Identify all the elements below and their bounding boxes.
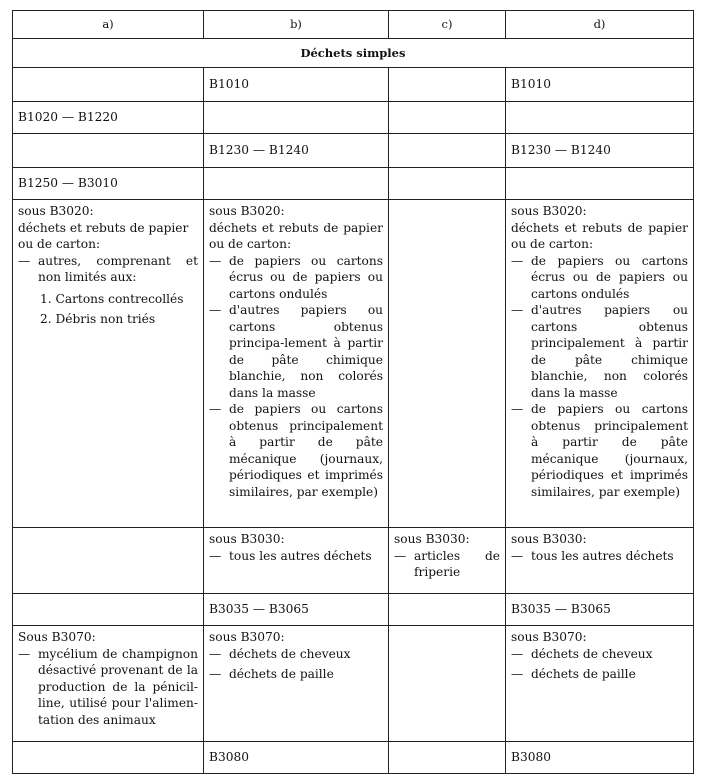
dash-item: — de papiers ou cartons obtenus principalement à partir de pâte mécanique (journaux, périodiques et imprimés similaires, par exemple) [209,401,383,500]
dash-item: — de papiers ou cartons obtenus principalement à partir de pâte mécanique (journaux, périodiques et imprimés similaires, par exemple) [511,401,688,500]
table-row [13,68,694,102]
cell-c [389,68,506,102]
dash-list [18,253,198,286]
header-row [13,11,694,39]
cell-c [389,528,506,594]
cell-intro: sous B3070: [209,630,285,644]
cell-description: déchets et rebuts de papier ou de carton: [209,220,383,251]
table-row [13,626,694,742]
cell-b [204,200,389,528]
dash-list [394,548,500,581]
cell-c [389,168,506,200]
cell-d [506,626,694,742]
table-row [13,528,694,594]
section-row [13,39,694,68]
cell-d [506,528,694,594]
dash-item: — tous les autres déchets [511,548,688,565]
cell-a [13,134,204,168]
cell-intro: sous B3020: [18,204,94,218]
cell-a: B1020 — B1220 [13,102,204,134]
dash-list [511,646,688,683]
cell-a [13,594,204,626]
waste-classification-table [12,10,694,774]
cell-b: B3035 — B3065 [204,594,389,626]
header-col-c: c) [389,11,506,39]
header-col-a: a) [13,11,204,39]
table-row [13,134,694,168]
dash-list [511,253,688,501]
cell-d [506,102,694,134]
dash-item: — d'autres papiers ou cartons obtenus principa-lement à partir de pâte chimique blanchie, non colorés dans la masse [209,302,383,401]
cell-b: B3080 [204,742,389,774]
cell-intro: sous B3020: [209,204,285,218]
dash-list [209,548,383,565]
cell-a [13,200,204,528]
cell-intro: sous B3030: [394,532,470,546]
cell-c [389,742,506,774]
table-row [13,168,694,200]
dash-list [18,646,198,729]
numbered-list [18,291,198,328]
cell-a [13,528,204,594]
dash-item: — déchets de paille [511,666,688,683]
dash-item: — d'autres papiers ou cartons obtenus principalement à partir de pâte chimique blanchie, non colorés dans la masse [511,302,688,401]
cell-intro: sous B3030: [511,532,587,546]
dash-item: — déchets de paille [209,666,383,683]
cell-b [204,102,389,134]
cell-d: B3035 — B3065 [506,594,694,626]
header-col-b: b) [204,11,389,39]
cell-description: déchets et rebuts de papier ou de carton: [511,220,688,251]
table-row [13,102,694,134]
cell-c [389,626,506,742]
cell-a [13,742,204,774]
cell-d: B1010 [506,68,694,102]
dash-item: — déchets de cheveux [511,646,688,663]
cell-description: déchets et rebuts de papier ou de carton: [18,220,189,251]
table-row [13,742,694,774]
dash-list [511,548,688,565]
cell-c [389,594,506,626]
cell-intro: sous B3030: [209,532,285,546]
cell-c [389,134,506,168]
cell-c [389,102,506,134]
cell-b [204,528,389,594]
cell-a: B1250 — B3010 [13,168,204,200]
cell-b: B1010 [204,68,389,102]
cell-b [204,626,389,742]
dash-item: — tous les autres déchets [209,548,383,565]
dash-item: — de papiers ou cartons écrus ou de papiers ou cartons ondulés [209,253,383,303]
table-row [13,200,694,528]
document-page [12,10,693,774]
cell-intro: sous B3070: [511,630,587,644]
cell-d: B1230 — B1240 [506,134,694,168]
cell-d [506,168,694,200]
cell-intro: Sous B3070: [18,630,96,644]
numbered-item: 2. Débris non triés [40,312,156,326]
dash-list [209,253,383,501]
dash-list [209,646,383,683]
cell-d [506,200,694,528]
cell-a [13,68,204,102]
cell-b [204,168,389,200]
cell-b: B1230 — B1240 [204,134,389,168]
dash-item: — autres, comprenant et non limités aux: [18,253,198,286]
header-col-d: d) [506,11,694,39]
cell-c [389,200,506,528]
cell-a [13,626,204,742]
table-row [13,594,694,626]
dash-item: — déchets de cheveux [209,646,383,663]
cell-intro: sous B3020: [511,204,587,218]
dash-item: — mycélium de champignon désactivé provenant de la production de la pénicil-line, utilisé pour l'alimen-tation des animaux [18,646,198,729]
dash-item: — articles de friperie [394,548,500,581]
numbered-item: 1. Cartons contrecollés [40,291,184,306]
cell-d: B3080 [506,742,694,774]
dash-item: — de papiers ou cartons écrus ou de papiers ou cartons ondulés [511,253,688,303]
section-title: Déchets simples [13,39,694,68]
